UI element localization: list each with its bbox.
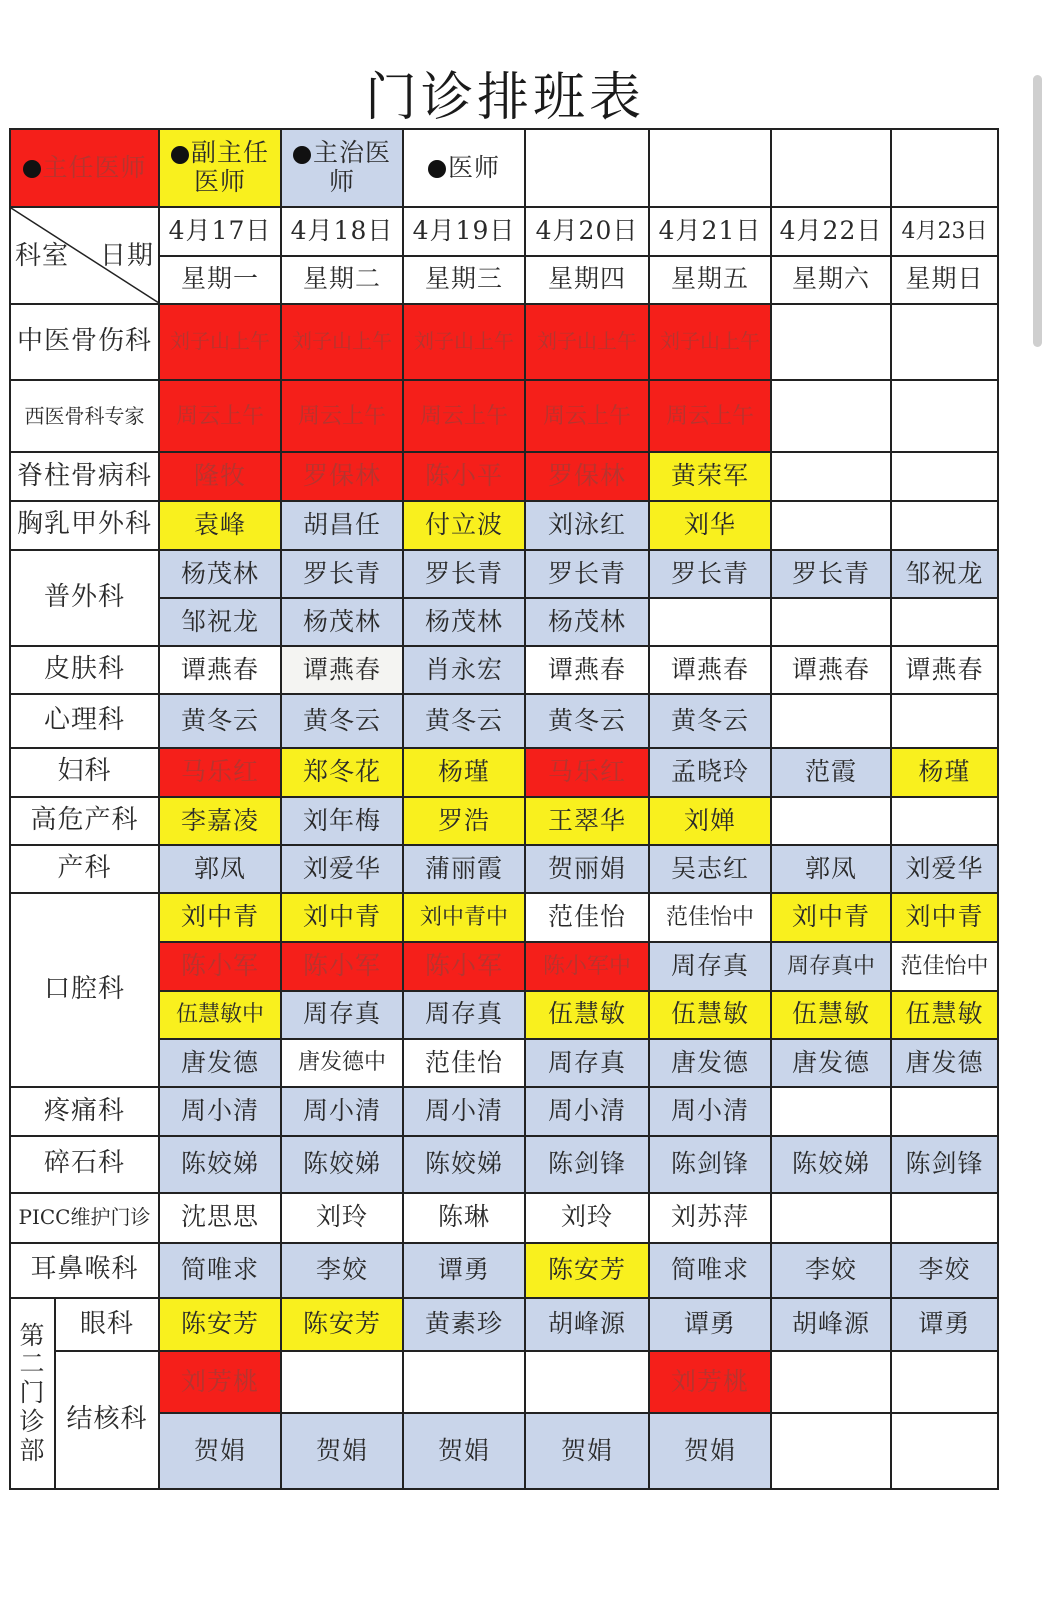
shift-cell: 周存真中 xyxy=(771,942,891,990)
shift-cell: 谭勇 xyxy=(891,1298,998,1351)
shift-cell: 陈姣娣 xyxy=(281,1136,403,1192)
shift-cell: 刘爱华 xyxy=(891,845,998,893)
shift-cell: 刘华 xyxy=(649,501,771,550)
shift-cell: 杨瑾 xyxy=(403,748,525,797)
empty-cell xyxy=(771,1413,891,1489)
weekday-cell: 星期日 xyxy=(891,256,998,304)
shift-cell: 杨茂林 xyxy=(281,598,403,646)
shift-cell: 谭燕春 xyxy=(281,646,403,694)
shift-cell: 刘年梅 xyxy=(281,797,403,845)
dept-name: 高危产科 xyxy=(10,797,159,845)
dept-name: 中医骨伤科 xyxy=(10,304,159,380)
empty-cell xyxy=(771,694,891,747)
shift-cell: 李姣 xyxy=(771,1243,891,1298)
weekday-cell: 星期二 xyxy=(281,256,403,304)
page-title: 门诊排班表 xyxy=(364,68,645,128)
date-cell: 4月23日 xyxy=(891,207,998,255)
empty-cell xyxy=(771,304,891,380)
shift-cell: 谭勇 xyxy=(403,1243,525,1298)
bullet-icon xyxy=(23,160,41,178)
shift-cell: 周云上午 xyxy=(525,380,649,452)
shift-cell: 刘子山上午 xyxy=(403,304,525,380)
shift-cell: 唐发德 xyxy=(771,1039,891,1087)
shift-cell: 刘芳桃 xyxy=(159,1351,281,1413)
date-cell: 4月19日 xyxy=(403,207,525,255)
shift-cell: 沈思思 xyxy=(159,1193,281,1243)
weekday-cell: 星期五 xyxy=(649,256,771,304)
shift-cell: 谭燕春 xyxy=(525,646,649,694)
weekday-cell: 星期六 xyxy=(771,256,891,304)
dept-name: 产科 xyxy=(10,845,159,893)
shift-cell: 马乐红 xyxy=(159,748,281,797)
date-cell: 4月20日 xyxy=(525,207,649,255)
bullet-icon xyxy=(171,146,189,164)
bullet-icon xyxy=(293,146,311,164)
shift-cell: 范霞 xyxy=(771,748,891,797)
shift-cell: 陈姣娣 xyxy=(159,1136,281,1192)
empty-cell xyxy=(891,1087,998,1136)
dept-row xyxy=(10,893,998,942)
dept-row xyxy=(10,1298,998,1351)
empty-cell xyxy=(891,1413,998,1489)
dept-name: 结核科 xyxy=(55,1351,159,1489)
empty-cell xyxy=(281,1351,403,1413)
shift-cell: 陈小军 xyxy=(403,942,525,990)
empty-cell xyxy=(771,1193,891,1243)
dept-name: 西医骨科专家 xyxy=(10,380,159,452)
shift-cell: 黄素珍 xyxy=(403,1298,525,1351)
shift-cell: 孟晓玲 xyxy=(649,748,771,797)
shift-cell: 黄冬云 xyxy=(649,694,771,747)
shift-cell: 伍慧敏 xyxy=(525,991,649,1039)
shift-cell: 蒲丽霞 xyxy=(403,845,525,893)
shift-cell: 贺娟 xyxy=(525,1413,649,1489)
dept-row xyxy=(10,304,998,380)
shift-cell: 邹祝龙 xyxy=(891,550,998,598)
shift-cell: 李姣 xyxy=(281,1243,403,1298)
date-cell: 4月21日 xyxy=(649,207,771,255)
shift-cell: 刘玲 xyxy=(525,1193,649,1243)
dept-name: 心理科 xyxy=(10,694,159,747)
legend-row xyxy=(10,129,998,207)
dept-row xyxy=(10,942,998,990)
shift-cell: 谭勇 xyxy=(649,1298,771,1351)
shift-cell: 刘中青 xyxy=(771,893,891,942)
shift-cell: 周小清 xyxy=(525,1087,649,1136)
empty-cell xyxy=(891,598,998,646)
empty-cell xyxy=(771,501,891,550)
empty-cell xyxy=(649,129,771,207)
shift-cell: 罗长青 xyxy=(649,550,771,598)
shift-cell: 陈剑锋 xyxy=(525,1136,649,1192)
shift-cell: 范佳怡中 xyxy=(891,942,998,990)
shift-cell: 伍慧敏 xyxy=(891,991,998,1039)
dept-name: 普外科 xyxy=(10,550,159,646)
dept-name: 皮肤科 xyxy=(10,646,159,694)
shift-cell: 罗保林 xyxy=(281,452,403,500)
shift-cell: 王翠华 xyxy=(525,797,649,845)
shift-cell: 杨茂林 xyxy=(159,550,281,598)
shift-cell: 刘子山上午 xyxy=(525,304,649,380)
dept-row xyxy=(10,1351,998,1413)
shift-cell: 简唯求 xyxy=(649,1243,771,1298)
shift-cell: 黄冬云 xyxy=(525,694,649,747)
dept-name: PICC维护门诊 xyxy=(10,1193,159,1243)
dept-row xyxy=(10,1413,998,1489)
shift-cell: 周存真 xyxy=(525,1039,649,1087)
shift-cell: 周小清 xyxy=(403,1087,525,1136)
shift-cell: 刘子山上午 xyxy=(159,304,281,380)
legend-associate-chief xyxy=(159,129,281,207)
dept-row xyxy=(10,501,998,550)
dept-row xyxy=(10,550,998,598)
shift-cell: 杨茂林 xyxy=(403,598,525,646)
shift-cell: 杨茂林 xyxy=(525,598,649,646)
shift-cell: 谭燕春 xyxy=(159,646,281,694)
empty-cell xyxy=(649,598,771,646)
shift-cell: 黄冬云 xyxy=(159,694,281,747)
dept-row xyxy=(10,694,998,747)
shift-cell: 刘爱华 xyxy=(281,845,403,893)
shift-cell: 陈琳 xyxy=(403,1193,525,1243)
legend-label: 副主任医师 xyxy=(191,138,270,197)
empty-cell xyxy=(891,1193,998,1243)
shift-cell: 陈小军中 xyxy=(525,942,649,990)
dept-name: 口腔科 xyxy=(10,893,159,1087)
dept-name: 眼科 xyxy=(55,1298,159,1351)
shift-cell: 邹祝龙 xyxy=(159,598,281,646)
shift-cell: 陈姣娣 xyxy=(771,1136,891,1192)
shift-cell: 陈剑锋 xyxy=(649,1136,771,1192)
shift-cell: 唐发德中 xyxy=(281,1039,403,1087)
date-cell: 4月17日 xyxy=(159,207,281,255)
shift-cell: 周云上午 xyxy=(159,380,281,452)
shift-cell: 贺娟 xyxy=(403,1413,525,1489)
shift-cell: 黄荣军 xyxy=(649,452,771,500)
shift-cell: 刘中青中 xyxy=(403,893,525,942)
shift-cell: 伍慧敏中 xyxy=(159,991,281,1039)
shift-cell: 陈安芳 xyxy=(159,1298,281,1351)
shift-cell: 周存真 xyxy=(403,991,525,1039)
shift-cell: 周小清 xyxy=(281,1087,403,1136)
legend-physician xyxy=(403,129,525,207)
shift-cell: 陈安芳 xyxy=(525,1243,649,1298)
legend-label: 医师 xyxy=(448,152,501,182)
shift-cell: 周小清 xyxy=(649,1087,771,1136)
shift-cell: 罗长青 xyxy=(525,550,649,598)
scrollbar[interactable] xyxy=(1033,75,1042,347)
dept-name: 疼痛科 xyxy=(10,1087,159,1136)
shift-cell: 李姣 xyxy=(891,1243,998,1298)
shift-cell: 周小清 xyxy=(159,1087,281,1136)
legend-label: 主任医师 xyxy=(42,152,147,182)
shift-cell: 郭凤 xyxy=(159,845,281,893)
shift-cell: 周存真 xyxy=(649,942,771,990)
shift-cell: 范佳怡 xyxy=(403,1039,525,1087)
shift-cell: 刘泳红 xyxy=(525,501,649,550)
date-header-label: 日期 xyxy=(100,241,155,272)
empty-cell xyxy=(891,797,998,845)
shift-cell: 肖永宏 xyxy=(403,646,525,694)
legend-attending xyxy=(281,129,403,207)
empty-cell xyxy=(771,380,891,452)
shift-cell: 周云上午 xyxy=(403,380,525,452)
shift-cell: 隆牧 xyxy=(159,452,281,500)
weekday-cell: 星期四 xyxy=(525,256,649,304)
shift-cell: 谭燕春 xyxy=(891,646,998,694)
shift-cell: 刘子山上午 xyxy=(281,304,403,380)
empty-cell xyxy=(771,129,891,207)
corner-header xyxy=(10,207,159,303)
shift-cell: 罗长青 xyxy=(281,550,403,598)
empty-cell xyxy=(771,1351,891,1413)
shift-cell: 谭燕春 xyxy=(649,646,771,694)
date-cell: 4月22日 xyxy=(771,207,891,255)
shift-cell: 贺娟 xyxy=(649,1413,771,1489)
shift-cell: 袁峰 xyxy=(159,501,281,550)
empty-cell xyxy=(891,694,998,747)
schedule-table xyxy=(9,128,999,1490)
shift-cell: 贺丽娟 xyxy=(525,845,649,893)
shift-cell: 罗保林 xyxy=(525,452,649,500)
shift-cell: 胡峰源 xyxy=(771,1298,891,1351)
shift-cell: 罗长青 xyxy=(771,550,891,598)
dept-row xyxy=(10,1193,998,1243)
shift-cell: 贺娟 xyxy=(159,1413,281,1489)
shift-cell: 罗长青 xyxy=(403,550,525,598)
empty-cell xyxy=(891,1351,998,1413)
empty-cell xyxy=(525,129,649,207)
shift-cell: 刘玲 xyxy=(281,1193,403,1243)
dept-name: 妇科 xyxy=(10,748,159,797)
dept-name: 碎石科 xyxy=(10,1136,159,1192)
shift-cell: 周存真 xyxy=(281,991,403,1039)
dept-row xyxy=(10,748,998,797)
empty-cell xyxy=(891,380,998,452)
shift-cell: 陈剑锋 xyxy=(891,1136,998,1192)
legend-chief-physician xyxy=(10,129,159,207)
dept-row xyxy=(10,845,998,893)
dept-name: 胸乳甲外科 xyxy=(10,501,159,550)
shift-cell: 刘子山上午 xyxy=(649,304,771,380)
shift-cell: 杨瑾 xyxy=(891,748,998,797)
shift-cell: 刘芳桃 xyxy=(649,1351,771,1413)
empty-cell xyxy=(771,452,891,500)
shift-cell: 刘中青 xyxy=(159,893,281,942)
shift-cell: 范佳怡 xyxy=(525,893,649,942)
shift-cell: 罗浩 xyxy=(403,797,525,845)
dept-row xyxy=(10,991,998,1039)
shift-cell: 黄冬云 xyxy=(403,694,525,747)
dept-name: 脊柱骨病科 xyxy=(10,452,159,500)
shift-cell: 刘婵 xyxy=(649,797,771,845)
bullet-icon xyxy=(428,160,446,178)
empty-cell xyxy=(403,1351,525,1413)
shift-cell: 唐发德 xyxy=(649,1039,771,1087)
weekday-cell: 星期一 xyxy=(159,256,281,304)
dept-row xyxy=(10,598,998,646)
shift-cell: 李嘉凌 xyxy=(159,797,281,845)
empty-cell xyxy=(891,452,998,500)
dept-row xyxy=(10,452,998,500)
shift-cell: 刘中青 xyxy=(891,893,998,942)
date-row xyxy=(10,207,998,255)
empty-cell xyxy=(525,1351,649,1413)
shift-cell: 马乐红 xyxy=(525,748,649,797)
second-clinic-label: 第二门诊部 xyxy=(10,1298,55,1489)
empty-cell xyxy=(771,598,891,646)
shift-cell: 伍慧敏 xyxy=(649,991,771,1039)
shift-cell: 郑冬花 xyxy=(281,748,403,797)
shift-cell: 胡昌任 xyxy=(281,501,403,550)
dept-row xyxy=(10,1087,998,1136)
dept-row xyxy=(10,1039,998,1087)
shift-cell: 陈安芳 xyxy=(281,1298,403,1351)
shift-cell: 谭燕春 xyxy=(771,646,891,694)
shift-cell: 周云上午 xyxy=(281,380,403,452)
shift-cell: 简唯求 xyxy=(159,1243,281,1298)
dept-row xyxy=(10,380,998,452)
shift-cell: 伍慧敏 xyxy=(771,991,891,1039)
shift-cell: 周云上午 xyxy=(649,380,771,452)
shift-cell: 付立波 xyxy=(403,501,525,550)
legend-label: 主治医师 xyxy=(313,138,392,197)
empty-cell xyxy=(891,129,998,207)
shift-cell: 刘苏萍 xyxy=(649,1193,771,1243)
shift-cell: 范佳怡中 xyxy=(649,893,771,942)
shift-cell: 陈小军 xyxy=(159,942,281,990)
shift-cell: 唐发德 xyxy=(891,1039,998,1087)
dept-row xyxy=(10,797,998,845)
shift-cell: 陈姣娣 xyxy=(403,1136,525,1192)
shift-cell: 贺娟 xyxy=(281,1413,403,1489)
shift-cell: 刘中青 xyxy=(281,893,403,942)
shift-cell: 黄冬云 xyxy=(281,694,403,747)
dept-row xyxy=(10,1136,998,1192)
shift-cell: 陈小平 xyxy=(403,452,525,500)
empty-cell xyxy=(771,797,891,845)
shift-cell: 胡峰源 xyxy=(525,1298,649,1351)
empty-cell xyxy=(891,501,998,550)
empty-cell xyxy=(771,1087,891,1136)
dept-header-label: 科室 xyxy=(15,241,70,272)
date-cell: 4月18日 xyxy=(281,207,403,255)
dept-name: 耳鼻喉科 xyxy=(10,1243,159,1298)
shift-cell: 郭凤 xyxy=(771,845,891,893)
shift-cell: 陈小军 xyxy=(281,942,403,990)
dept-row xyxy=(10,1243,998,1298)
weekday-cell: 星期三 xyxy=(403,256,525,304)
shift-cell: 唐发德 xyxy=(159,1039,281,1087)
dept-row xyxy=(10,646,998,694)
empty-cell xyxy=(891,304,998,380)
shift-cell: 吴志红 xyxy=(649,845,771,893)
